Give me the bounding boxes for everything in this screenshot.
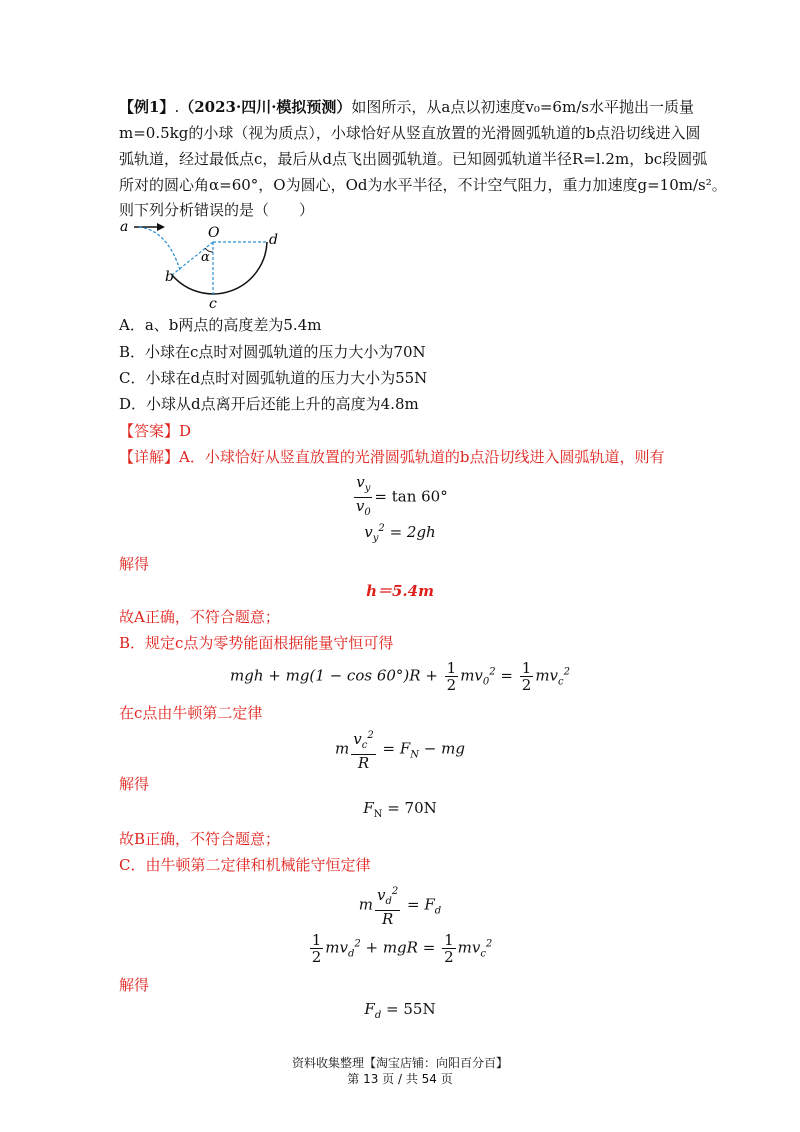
solve-2: 解得 (119, 775, 150, 793)
page-number: 第 13 页 / 共 54 页 (347, 1072, 453, 1086)
solve-1: 解得 (119, 555, 150, 573)
fn-result (0, 799, 800, 820)
arrowhead-icon (157, 223, 165, 231)
eq5-rhs-sub: d (434, 905, 442, 917)
answer-label: 【答案】 (119, 422, 180, 440)
label-d: d (269, 232, 278, 248)
option-d: D．小球从d点离开后还能上升的高度为4.8m (119, 395, 419, 413)
c-intro: C．由牛顿第二定律和机械能守恒定律 (119, 856, 371, 874)
eq3-text: mgh + mg(1 − cos 60°)R + (230, 666, 443, 685)
option-a: A．a、b两点的高度差为5.4m (119, 316, 322, 334)
option-c: C．小球在d点时对圆弧轨道的压力大小为55N (119, 369, 428, 387)
question-source: （2023·四川·模拟预测） (179, 98, 352, 116)
label-c: c (209, 296, 217, 312)
b-intro: B．规定c点为零势能面根据能量守恒可得 (119, 634, 394, 652)
question-line-1 (119, 95, 694, 119)
eq1-rhs: = tan 60° (374, 487, 448, 506)
solve-3: 解得 (119, 976, 150, 994)
label-a: a (120, 219, 129, 235)
label-o: O (208, 225, 220, 241)
eq2-rhs: = 2gh (384, 523, 436, 541)
fd-sub: d (374, 1010, 382, 1021)
answer-line (119, 419, 191, 443)
h-result: h＝5.4m (366, 582, 434, 600)
answer-value: D (179, 422, 192, 440)
fd-symbol: F (364, 1000, 375, 1018)
detail-a-intro: A．小球恰好从竖直放置的光滑圆弧轨道的b点沿切线进入圆弧轨道，则有 (179, 448, 665, 466)
question-label: 【例1】 (119, 98, 175, 116)
eq4-rhs: = F (377, 739, 411, 758)
eq6-mid: + mgR = (360, 938, 441, 957)
equation-newton-c: m $\frac{v_c^2}{R}$ = $F_N$ − mg (335, 730, 465, 772)
detail-label: 【详解】 (119, 448, 180, 466)
equation-energy-d: $\frac{1}{2}$ $mv_d^2$ + mgR = $\frac{1}{2}$ $mv_c^2$ (311, 931, 493, 966)
equation-vy: $v_y^2 = 2gh$ (364, 523, 436, 544)
trajectory-dashed (139, 227, 180, 270)
fn-sub: N (373, 809, 383, 820)
equation-energy-c: mgh + mg(1 − cos 60°)R + $\frac{1}{2}$ $mv_0^2$ = $\frac{1}{2}$ $mv_c^2$ (230, 659, 570, 694)
question-line-3: 弧轨道，经过最低点c，最后从d点飞出圆弧轨道。已知圆弧轨道半径R=l.2m，bc段圆弧 (119, 150, 708, 168)
question-line-4: 所对的圆心角α=60°，O为圆心，Od为水平半径，不计空气阻力，重力加速度g=10m/s²。 (119, 176, 727, 194)
option-b: B．小球在c点时对圆弧轨道的压力大小为70N (119, 343, 426, 361)
b-conclusion: 故B正确，不符合题意； (119, 830, 281, 848)
eq5-rhs: = F (402, 895, 435, 914)
fd-result (0, 1000, 800, 1021)
footer-source: 资料收集整理【淘宝店铺：向阳百分百】 (291, 1056, 508, 1070)
eq4-tail: − mg (419, 739, 465, 758)
b-newton: 在c点由牛顿第二定律 (119, 704, 263, 722)
equation-newton-d: m $\frac{v_d^2}{R}$ = $F_d$ (358, 886, 442, 928)
question-text-1: 如图所示，从a点以初速度v₀=6m/s水平抛出一质量 (351, 98, 694, 116)
question-line-2: m=0.5kg的小球（视为质点），小球恰好从竖直放置的光滑圆弧轨道的b点沿切线进入圆 (119, 124, 701, 142)
equation-tan: $\frac{v_y}{v_0}$ = tan 60° (355, 473, 448, 518)
a-conclusion: 故A正确，不符合题意； (119, 608, 280, 626)
label-alpha: α (201, 250, 210, 265)
question-dot: . (174, 98, 180, 116)
label-b: b (165, 269, 174, 285)
question-line-5: 则下列分析错误的是（ ） (119, 201, 315, 219)
detail-a-intro-line (119, 445, 664, 469)
arc-track-figure (112, 218, 302, 313)
arc-track (172, 242, 267, 294)
fn-value: = 70N (382, 799, 437, 817)
eq4-rhs-sub: N (410, 749, 420, 761)
fd-value: = 55N (381, 1000, 436, 1018)
fn-symbol: F (363, 799, 374, 817)
